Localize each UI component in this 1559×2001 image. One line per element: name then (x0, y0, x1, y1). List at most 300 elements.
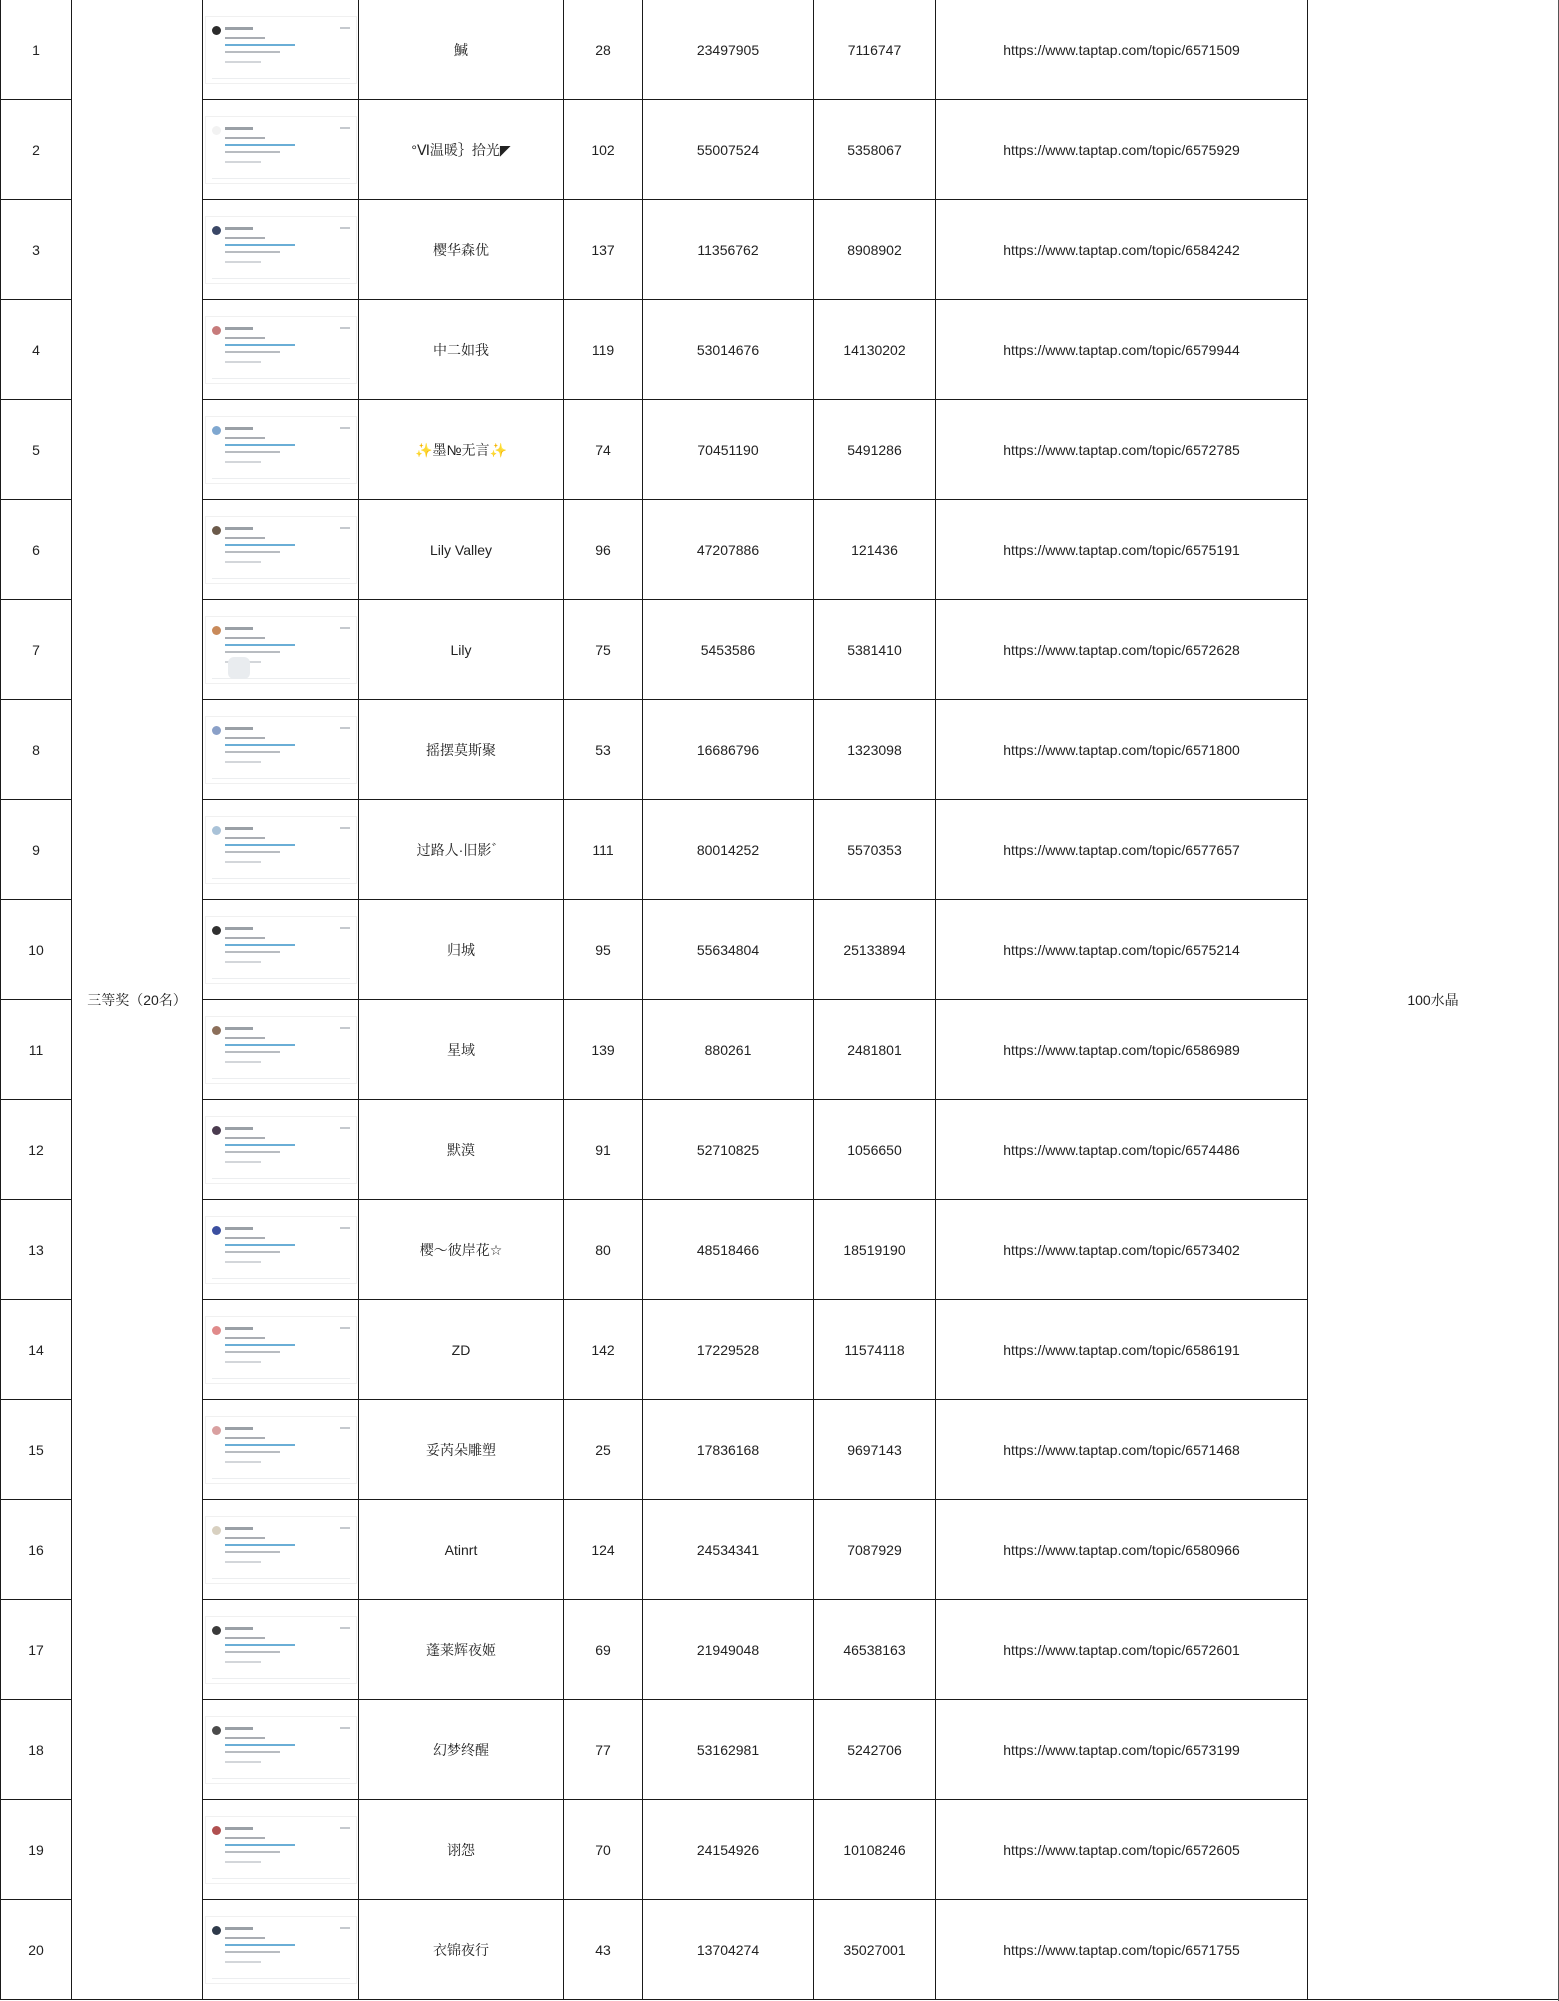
timestamp-line (340, 1027, 350, 1029)
avatar (212, 826, 221, 835)
floor-cell: 25 (564, 1400, 643, 1500)
timestamp-line (340, 1827, 350, 1829)
username-cell: 过路人·旧影゛ (359, 800, 564, 900)
comment-link-line (225, 544, 295, 546)
floor-cell: 70 (564, 1800, 643, 1900)
table-row (1, 0, 1559, 100)
comment-text-line (225, 1551, 280, 1553)
timestamp-line (340, 127, 350, 129)
comment-link-line (225, 144, 295, 146)
user-id-cell: 55007524 (643, 100, 814, 200)
commenter-name-line (225, 627, 253, 630)
floor-cell: 91 (564, 1100, 643, 1200)
user-id-cell: 52710825 (643, 1100, 814, 1200)
comment-link-line (225, 1844, 295, 1846)
row-number: 15 (1, 1400, 72, 1500)
user-id-cell: 17229528 (643, 1300, 814, 1400)
comment-screenshot-image (206, 217, 356, 283)
comment-text-line (225, 151, 280, 153)
username-cell: 妥芮朵雕塑 (359, 1400, 564, 1500)
comment-text-line (225, 737, 265, 739)
screenshot-cell (203, 1500, 359, 1600)
comment-link-line (225, 944, 295, 946)
comment-footer-line (225, 61, 261, 63)
timestamp-line (340, 1527, 350, 1529)
comment-divider (212, 1578, 350, 1579)
topic-url-cell[interactable]: https://www.taptap.com/topic/6572628 (936, 600, 1308, 700)
comment-divider (212, 978, 350, 979)
comment-screenshot-image (206, 1717, 356, 1783)
commenter-name-line (225, 1827, 253, 1830)
topic-url-cell[interactable]: https://www.taptap.com/topic/6575214 (936, 900, 1308, 1000)
comment-text-line (225, 1637, 265, 1639)
comment-divider (212, 478, 350, 479)
comment-divider (212, 1678, 350, 1679)
username-cell: 星域 (359, 1000, 564, 1100)
commenter-name-line (225, 327, 253, 330)
commenter-name-line (225, 1327, 253, 1330)
comment-link-line (225, 44, 295, 46)
comment-text-line (225, 51, 280, 53)
comment-screenshot-image (206, 1317, 356, 1383)
comment-footer-line (225, 1861, 261, 1863)
user-id-cell: 5453586 (643, 600, 814, 700)
floor-cell: 69 (564, 1600, 643, 1700)
uid-cell: 18519190 (814, 1200, 936, 1300)
topic-url-cell[interactable]: https://www.taptap.com/topic/6574486 (936, 1100, 1308, 1200)
screenshot-cell (203, 1300, 359, 1400)
topic-url-cell[interactable]: https://www.taptap.com/topic/6577657 (936, 800, 1308, 900)
comment-screenshot-image (206, 717, 356, 783)
username-cell: 衣锦夜行 (359, 1900, 564, 2000)
user-id-cell: 24154926 (643, 1800, 814, 1900)
comment-text-line (225, 1151, 280, 1153)
row-number: 1 (1, 0, 72, 100)
comment-divider (212, 1078, 350, 1079)
comment-link-line (225, 344, 295, 346)
topic-url-cell[interactable]: https://www.taptap.com/topic/6575929 (936, 100, 1308, 200)
comment-link-line (225, 1444, 295, 1446)
row-number: 19 (1, 1800, 72, 1900)
uid-cell: 25133894 (814, 900, 936, 1000)
username-cell: Atinrt (359, 1500, 564, 1600)
row-number: 2 (1, 100, 72, 200)
comment-link-line (225, 1944, 295, 1946)
timestamp-line (340, 1927, 350, 1929)
comment-screenshot-image (206, 1617, 356, 1683)
user-id-cell: 13704274 (643, 1900, 814, 2000)
avatar (212, 626, 221, 635)
uid-cell: 7116747 (814, 0, 936, 100)
comment-text-line (225, 337, 265, 339)
comment-text-line (225, 651, 280, 653)
comment-screenshot-image (206, 517, 356, 583)
timestamp-line (340, 1227, 350, 1229)
commenter-name-line (225, 1527, 253, 1530)
screenshot-cell (203, 100, 359, 200)
comment-divider (212, 1378, 350, 1379)
uid-cell: 10108246 (814, 1800, 936, 1900)
floor-cell: 124 (564, 1500, 643, 1600)
comment-footer-line (225, 1961, 261, 1963)
screenshot-cell (203, 300, 359, 400)
avatar (212, 1826, 221, 1835)
comment-text-line (225, 837, 265, 839)
screenshot-cell (203, 700, 359, 800)
comment-text-line (225, 851, 280, 853)
uid-cell: 5491286 (814, 400, 936, 500)
comment-text-line (225, 537, 265, 539)
row-number: 7 (1, 600, 72, 700)
floor-cell: 53 (564, 700, 643, 800)
topic-url-cell[interactable]: https://www.taptap.com/topic/6571755 (936, 1900, 1308, 2000)
floor-cell: 43 (564, 1900, 643, 2000)
comment-text-line (225, 1851, 280, 1853)
comment-text-line (225, 1251, 280, 1253)
row-number: 12 (1, 1100, 72, 1200)
comment-footer-line (225, 1661, 261, 1663)
username-cell: ZD (359, 1300, 564, 1400)
user-id-cell: 48518466 (643, 1200, 814, 1300)
screenshot-cell (203, 800, 359, 900)
commenter-name-line (225, 927, 253, 930)
comment-text-line (225, 137, 265, 139)
topic-url-cell[interactable]: https://www.taptap.com/topic/6579944 (936, 300, 1308, 400)
avatar (212, 1626, 221, 1635)
topic-url-cell[interactable]: https://www.taptap.com/topic/6572785 (936, 400, 1308, 500)
commenter-name-line (225, 227, 253, 230)
comment-divider (212, 878, 350, 879)
topic-url-cell[interactable]: https://www.taptap.com/topic/6586191 (936, 1300, 1308, 1400)
floor-cell: 142 (564, 1300, 643, 1400)
uid-cell: 2481801 (814, 1000, 936, 1100)
user-id-cell: 55634804 (643, 900, 814, 1000)
comment-screenshot-image (206, 1217, 356, 1283)
row-number: 5 (1, 400, 72, 500)
avatar (212, 426, 221, 435)
row-number: 11 (1, 1000, 72, 1100)
comment-text-line (225, 351, 280, 353)
username-cell: °Ⅵ温暖｝拾光◤ (359, 100, 564, 200)
commenter-name-line (225, 1927, 253, 1930)
row-number: 16 (1, 1500, 72, 1600)
comment-footer-line (225, 1561, 261, 1563)
comment-link-line (225, 644, 295, 646)
username-cell: Lily Valley (359, 500, 564, 600)
comment-footer-line (225, 361, 261, 363)
comment-text-line (225, 1537, 265, 1539)
uid-cell: 35027001 (814, 1900, 936, 2000)
uid-cell: 7087929 (814, 1500, 936, 1600)
uid-cell: 9697143 (814, 1400, 936, 1500)
comment-footer-line (225, 1461, 261, 1463)
comment-text-line (225, 1351, 280, 1353)
user-id-cell: 16686796 (643, 700, 814, 800)
comment-text-line (225, 1651, 280, 1653)
floor-cell: 137 (564, 200, 643, 300)
floor-cell: 74 (564, 400, 643, 500)
avatar (212, 1726, 221, 1735)
username-cell: 中二如我 (359, 300, 564, 400)
comment-text-line (225, 237, 265, 239)
topic-url-cell[interactable]: https://www.taptap.com/topic/6573402 (936, 1200, 1308, 1300)
avatar (212, 1326, 221, 1335)
row-number: 10 (1, 900, 72, 1000)
timestamp-line (340, 27, 350, 29)
topic-url-cell[interactable]: https://www.taptap.com/topic/6573199 (936, 1700, 1308, 1800)
screenshot-cell (203, 900, 359, 1000)
comment-text-line (225, 1437, 265, 1439)
topic-url-cell[interactable]: https://www.taptap.com/topic/6571509 (936, 0, 1308, 100)
comment-text-line (225, 1937, 265, 1939)
row-number: 20 (1, 1900, 72, 2000)
commenter-name-line (225, 127, 253, 130)
comment-divider (212, 1978, 350, 1979)
user-id-cell: 880261 (643, 1000, 814, 1100)
comment-screenshot-image (206, 1917, 356, 1983)
comment-link-line (225, 244, 295, 246)
topic-url-cell[interactable]: https://www.taptap.com/topic/6572605 (936, 1800, 1308, 1900)
comment-divider (212, 1878, 350, 1879)
avatar (212, 926, 221, 935)
timestamp-line (340, 1627, 350, 1629)
avatar (212, 326, 221, 335)
uid-cell: 46538163 (814, 1600, 936, 1700)
avatar (212, 226, 221, 235)
comment-link-line (225, 1544, 295, 1546)
comment-screenshot-image (206, 317, 356, 383)
floor-cell: 28 (564, 0, 643, 100)
comment-footer-line (225, 861, 261, 863)
avatar (212, 1926, 221, 1935)
floor-cell: 95 (564, 900, 643, 1000)
commenter-name-line (225, 527, 253, 530)
comment-screenshot-image (206, 917, 356, 983)
comment-divider (212, 378, 350, 379)
comment-divider (212, 1778, 350, 1779)
floor-cell: 75 (564, 600, 643, 700)
comment-link-line (225, 1044, 295, 1046)
comment-text-line (225, 1837, 265, 1839)
floor-cell: 77 (564, 1700, 643, 1800)
floor-cell: 119 (564, 300, 643, 400)
commenter-name-line (225, 1727, 253, 1730)
avatar (212, 126, 221, 135)
comment-text-line (225, 1337, 265, 1339)
commenter-name-line (225, 27, 253, 30)
screenshot-cell (203, 600, 359, 700)
floor-cell: 111 (564, 800, 643, 900)
uid-cell: 11574118 (814, 1300, 936, 1400)
username-cell: Lily (359, 600, 564, 700)
comment-divider (212, 1278, 350, 1279)
comment-footer-line (225, 1061, 261, 1063)
comment-text-line (225, 1137, 265, 1139)
avatar (212, 1526, 221, 1535)
timestamp-line (340, 627, 350, 629)
timestamp-line (340, 527, 350, 529)
commenter-name-line (225, 1127, 253, 1130)
username-cell: 摇摆莫斯聚 (359, 700, 564, 800)
topic-url-cell[interactable]: https://www.taptap.com/topic/6571800 (936, 700, 1308, 800)
username-cell: 鰔 (359, 0, 564, 100)
topic-url-cell[interactable]: https://www.taptap.com/topic/6584242 (936, 200, 1308, 300)
uid-cell: 5242706 (814, 1700, 936, 1800)
timestamp-line (340, 1427, 350, 1429)
comment-screenshot-image (206, 1517, 356, 1583)
username-cell: 诩怨 (359, 1800, 564, 1900)
row-number: 4 (1, 300, 72, 400)
username-cell: ✨墨№无言✨ (359, 400, 564, 500)
comment-footer-line (225, 1261, 261, 1263)
comment-screenshot-image (206, 17, 356, 83)
avatar (212, 1026, 221, 1035)
topic-url-cell[interactable]: https://www.taptap.com/topic/6580966 (936, 1500, 1308, 1600)
username-cell: 默漠 (359, 1100, 564, 1200)
user-id-cell: 24534341 (643, 1500, 814, 1600)
comment-divider (212, 178, 350, 179)
avatar (212, 726, 221, 735)
screenshot-cell (203, 200, 359, 300)
screenshot-cell (203, 500, 359, 600)
row-number: 14 (1, 1300, 72, 1400)
avatar (212, 1426, 221, 1435)
username-cell: 樱～彼岸花☆ (359, 1200, 564, 1300)
screenshot-cell (203, 400, 359, 500)
comment-divider (212, 278, 350, 279)
username-cell: 蓬莱辉夜姬 (359, 1600, 564, 1700)
comment-footer-line (225, 461, 261, 463)
table-body (1, 0, 1559, 2000)
username-cell: 幻梦终醒 (359, 1700, 564, 1800)
row-number: 13 (1, 1200, 72, 1300)
avatar (212, 1126, 221, 1135)
user-id-cell: 21949048 (643, 1600, 814, 1700)
avatar (212, 1226, 221, 1235)
comment-footer-line (225, 161, 261, 163)
comment-link-line (225, 1144, 295, 1146)
uid-cell: 14130202 (814, 300, 936, 400)
uid-cell: 121436 (814, 500, 936, 600)
reward-cell: 100水晶 (1308, 0, 1559, 2000)
comment-text-line (225, 1037, 265, 1039)
screenshot-cell (203, 0, 359, 100)
commenter-name-line (225, 1027, 253, 1030)
comment-text-line (225, 1237, 265, 1239)
user-id-cell: 23497905 (643, 0, 814, 100)
comment-text-line (225, 37, 265, 39)
timestamp-line (340, 1127, 350, 1129)
floor-cell: 102 (564, 100, 643, 200)
screenshot-cell (203, 1700, 359, 1800)
comment-link-line (225, 1244, 295, 1246)
comment-screenshot-image (206, 1417, 356, 1483)
comment-divider (212, 1178, 350, 1179)
sticker-image (228, 657, 250, 679)
comment-screenshot-image (206, 817, 356, 883)
screenshot-cell (203, 1400, 359, 1500)
comment-divider (212, 78, 350, 79)
comment-screenshot-image (206, 117, 356, 183)
uid-cell: 5381410 (814, 600, 936, 700)
topic-url-cell[interactable]: https://www.taptap.com/topic/6572601 (936, 1600, 1308, 1700)
comment-screenshot-image (206, 417, 356, 483)
row-number: 18 (1, 1700, 72, 1800)
floor-cell: 80 (564, 1200, 643, 1300)
comment-screenshot-image (206, 1117, 356, 1183)
comment-link-line (225, 444, 295, 446)
comment-text-line (225, 951, 280, 953)
comment-text-line (225, 1051, 280, 1053)
comment-footer-line (225, 761, 261, 763)
commenter-name-line (225, 1227, 253, 1230)
comment-footer-line (225, 561, 261, 563)
comment-text-line (225, 1751, 280, 1753)
timestamp-line (340, 1727, 350, 1729)
user-id-cell: 11356762 (643, 200, 814, 300)
avatar (212, 26, 221, 35)
commenter-name-line (225, 827, 253, 830)
comment-text-line (225, 1737, 265, 1739)
row-number: 9 (1, 800, 72, 900)
comment-link-line (225, 744, 295, 746)
screenshot-cell (203, 1600, 359, 1700)
uid-cell: 8908902 (814, 200, 936, 300)
commenter-name-line (225, 1427, 253, 1430)
comment-link-line (225, 1744, 295, 1746)
comment-footer-line (225, 1361, 261, 1363)
topic-url-cell[interactable]: https://www.taptap.com/topic/6586989 (936, 1000, 1308, 1100)
timestamp-line (340, 227, 350, 229)
timestamp-line (340, 327, 350, 329)
screenshot-cell (203, 1100, 359, 1200)
timestamp-line (340, 1327, 350, 1329)
comment-footer-line (225, 1761, 261, 1763)
user-id-cell: 53162981 (643, 1700, 814, 1800)
floor-cell: 96 (564, 500, 643, 600)
topic-url-cell[interactable]: https://www.taptap.com/topic/6575191 (936, 500, 1308, 600)
uid-cell: 1056650 (814, 1100, 936, 1200)
row-number: 8 (1, 700, 72, 800)
screenshot-cell (203, 1000, 359, 1100)
prize-tier-cell: 三等奖（20名） (72, 0, 203, 2000)
username-cell: 樱华森优 (359, 200, 564, 300)
topic-url-cell[interactable]: https://www.taptap.com/topic/6571468 (936, 1400, 1308, 1500)
comment-text-line (225, 1951, 280, 1953)
uid-cell: 5570353 (814, 800, 936, 900)
user-id-cell: 53014676 (643, 300, 814, 400)
screenshot-cell (203, 1900, 359, 2000)
comment-divider (212, 1478, 350, 1479)
comment-footer-line (225, 1161, 261, 1163)
user-id-cell: 17836168 (643, 1400, 814, 1500)
user-id-cell: 80014252 (643, 800, 814, 900)
comment-text-line (225, 1451, 280, 1453)
timestamp-line (340, 927, 350, 929)
comment-text-line (225, 251, 280, 253)
comment-footer-line (225, 961, 261, 963)
timestamp-line (340, 727, 350, 729)
comment-screenshot-image (206, 1817, 356, 1883)
comment-link-line (225, 844, 295, 846)
user-id-cell: 47207886 (643, 500, 814, 600)
commenter-name-line (225, 1627, 253, 1630)
comment-link-line (225, 1344, 295, 1346)
comment-divider (212, 578, 350, 579)
screenshot-cell (203, 1800, 359, 1900)
comment-divider (212, 778, 350, 779)
floor-cell: 139 (564, 1000, 643, 1100)
